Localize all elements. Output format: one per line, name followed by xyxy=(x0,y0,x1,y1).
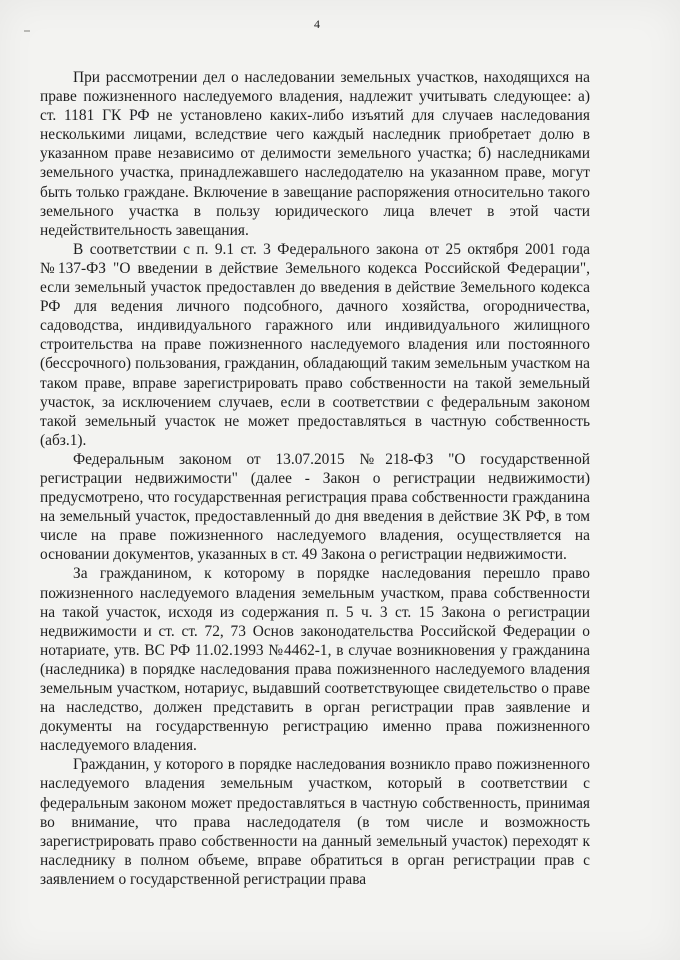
paragraph: Федеральным законом от 13.07.2015 №218-ФЗ "О государственной регистрации недвижимости" (далее - Закон о регистрации недвижимости) предусмотрено, что государственная регистрация права собственности гражданина на земельный участок, предоставленный до дня введения в действие ЗК РФ, в том числе на праве пожизненного наследуемого владения, осуществляется на основании документов, указанных в ст. 49 Закона о регистрации недвижимости. xyxy=(40,450,590,564)
paragraph: В соответствии с п. 9.1 ст. 3 Федерального закона от 25 октября 2001 года №137-ФЗ "О введении в действие Земельного кодекса Российской Федерации", если земельный участок предоставлен до введения в действие Земельного кодекса РФ для ведения личного подсобного, дачного хозяйства, огородничества, садоводства, индивидуального гаражного или индивидуального жилищного строительства на праве пожизненного наследуемого владения или постоянного (бессрочного) пользования, гражданин, обладающий таким земельным участком на таком праве, вправе зарегистрировать право собственности на такой земельный участок, за исключением случаев, если в соответствии с федеральным законом такой земельный участок не может предоставляться в частную собственность (абз.1). xyxy=(40,240,590,449)
document-body xyxy=(40,68,590,889)
page-number: 4 xyxy=(314,17,320,31)
paragraph: За гражданином, к которому в порядке наследования перешло право пожизненного наследуемого владения земельным участком, права собственности на такой участок, исходя из содержания п. 5 ч. 3 ст. 15 Закона о регистрации недвижимости и ст. ст. 72, 73 Основ законодательства Российской Федерации о нотариате, утв. ВС РФ 11.02.1993 №4462-1, в случае возникновения у гражданина (наследника) в порядке наследования права пожизненного наследуемого владения земельным участком, нотариус, выдавший соответствующее свидетельство о праве на наследство, должен представить в орган регистрации прав заявление и документы на государственную регистрацию именно права пожизненного наследуемого владения. xyxy=(40,565,590,755)
paragraph: При рассмотрении дел о наследовании земельных участков, находящихся на праве пожизненного наследуемого владения, надлежит учитывать следующее: а) ст. 1181 ГК РФ не установлено каких-либо изъятий для случаев наследования несколькими лицами, вследствие чего каждый наследник приобретает долю в указанном праве независимо от делимости земельного участка; б) наследниками земельного участка, принадлежавшего наследодателю на указанном праве, могут быть только граждане. Включение в завещание распоряжения относительно такого земельного участка в пользу юридического лица влечет в этой части недействительность завещания. xyxy=(40,69,590,239)
paragraph: Гражданин, у которого в порядке наследования возникло право пожизненного наследуемого владения земельным участком, который в соответствии с федеральным законом может предоставляться в частную собственность, принимая во внимание, что права наследодателя (в том числе и возможность зарегистрировать право собственности на данный земельный участок) переходят к наследнику в полном объеме, вправе обратиться в орган регистрации прав с заявлением о государственной регистрации права xyxy=(40,756,590,888)
